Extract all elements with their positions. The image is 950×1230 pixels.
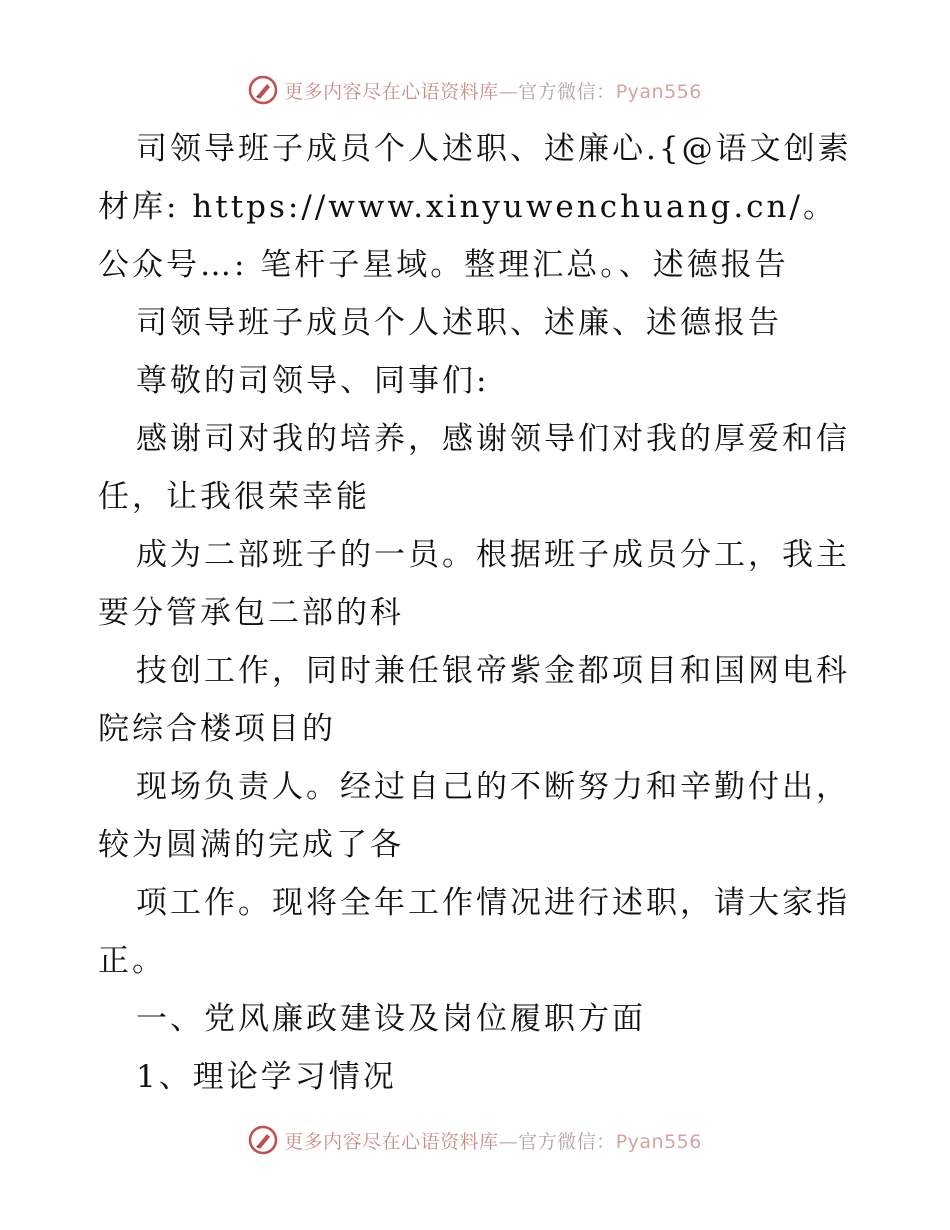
paragraph-report-title: 司领导班子成员个人述职、述廉、述德报告: [136, 305, 782, 341]
paragraph-summary: 项工作。现将全年工作情况进行述职，请大家指正。: [98, 885, 850, 979]
document-body: [98, 120, 858, 1106]
paragraph-projects: 技创工作，同时兼任银帝紫金都项目和国网电科院综合楼项目的: [98, 653, 850, 747]
pen-logo-icon: [248, 75, 278, 105]
paragraph-effort: 现场负责人。经过自己的不断努力和辛勤付出，较为圆满的完成了各: [98, 769, 850, 863]
watermark-text: 更多内容尽在心语资料库—官方微信：Pyan556: [284, 1130, 702, 1153]
paragraph-role: 成为二部班子的一员。根据班子成员分工，我主要分管承包二部的科: [98, 537, 850, 631]
header-watermark: [0, 73, 950, 107]
paragraph-salutation: 尊敬的司领导、同事们:: [136, 363, 490, 399]
paragraph-thanks: 感谢司对我的培养，感谢领导们对我的厚爱和信任，让我很荣幸能: [98, 421, 850, 515]
paragraph-title-intro: 司领导班子成员个人述职、述廉心.{@语文创素材库: https://www.xinyuwenchuang.cn/。公众号…: 笔杆子星域。整理汇总。、述德报告: [98, 131, 852, 283]
section-heading-1: 一、党风廉政建设及岗位履职方面: [136, 1001, 646, 1037]
pen-logo-icon: [248, 1125, 278, 1155]
subsection-heading-1-1: 1、理论学习情况: [136, 1059, 397, 1095]
watermark-text: 更多内容尽在心语资料库—官方微信：Pyan556: [284, 80, 702, 103]
footer-watermark: [0, 1123, 950, 1157]
